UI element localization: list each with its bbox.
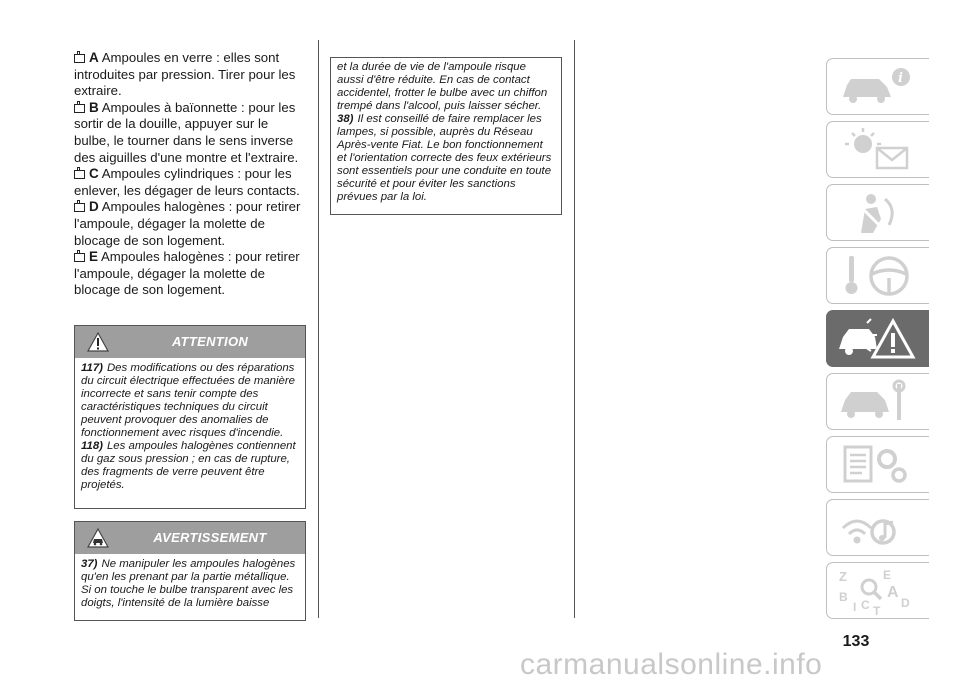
avertissement-item: 37) Ne manipuler les ampoules halogènes qu'en les prenant par la partie métallique. Si on touche le bulbe transparent avec les doigts, l'intensité de la lumière baisse [81,558,296,609]
svg-text:I: I [853,600,857,614]
bulb-bullet-icon [74,104,85,113]
paragraph-b: B Ampoules à baïonnette : pour les sortir de la douille, appuyer sur le bulbe, le tourner dans le sens inverse des aiguilles d'une montre et l'extraire. [74,99,299,165]
svg-text:i: i [898,71,903,86]
bulb-bullet-icon [74,170,85,179]
alphabetical-index-icon [837,567,917,615]
paragraph-e: E Ampoules halogènes : pour retirer l'ampoule, dégager la molette de blocage de son logement. [74,249,300,298]
column-1 [74,50,306,299]
specs-gears-icon [837,441,917,489]
svg-text:D: D [901,596,910,610]
tab-emergency[interactable] [826,310,929,367]
page-number: 133 [842,633,870,650]
car-wrench-icon [837,378,917,426]
car-info-icon [837,63,917,111]
svg-text:C: C [861,598,870,612]
watermark: carmanualsonline.info [520,648,823,681]
svg-text:B: B [839,590,848,604]
attention-box [74,325,306,509]
avertissement-box [74,521,306,621]
tab-index[interactable] [826,562,929,619]
tab-starting-driving[interactable] [826,247,929,304]
attention-body [75,358,305,498]
attention-title: ATTENTION [171,334,249,349]
avertissement-header [75,522,305,554]
bulb-bullet-icon [74,253,85,262]
tab-safety[interactable] [826,184,929,241]
paragraph-a: A Ampoules en verre : elles sont introduites par pression. Tirer pour les extraire. [74,50,296,99]
column-divider [574,40,575,618]
bulb-bullet-icon [74,203,85,212]
car-warning-triangle-icon [837,315,917,363]
svg-text:E: E [883,568,892,582]
attention-item: 118) Les ampoules halogènes contiennent du gaz sous pression ; en cas de rupture, des fragments de verre peuvent être projetés. [81,440,296,491]
svg-text:T: T [873,604,881,615]
bulb-bullet-icon [74,54,85,63]
paragraph-d: D Ampoules halogènes : pour retirer l'ampoule, dégager la molette de blocage de son logement. [74,199,301,248]
airbag-seatbelt-icon [837,189,917,237]
avertissement-item: 38) Il est conseillé de faire remplacer les lampes, si possible, auprès du Réseau Après-vente Fiat. Le bon fonctionnement et l'orientation correcte des feux extérieurs sont essentiels pour une conduite en toute sécurité et pour éviter les sanctions prévues par la loi. [337,113,552,203]
avertissement-body [75,554,305,616]
svg-text:A: A [887,584,899,601]
svg-text:Z: Z [839,569,847,584]
attention-header [75,326,305,358]
tab-multimedia[interactable] [826,499,929,556]
tab-lights-message[interactable] [826,121,929,178]
attention-item: 117) Des modifications ou des réparations du circuit électrique effectuées de manière incorrecte et sans tenir compte des caractéristiques techniques du circuit peuvent provoquer des anomalies de fonctionnement avec risques d'incendie. [81,362,296,439]
column-divider [318,40,319,618]
avertissement-continuation-box [330,57,562,215]
continuation-text: et la durée de vie de l'ampoule risque aussi d'être réduite. En cas de contact accidentel, frotter le bulbe avec un chiffon trempé dans l'alcool, puis laisser sécher. [337,61,548,112]
key-steering-wheel-icon [837,252,917,300]
avertissement-title: AVERTISSEMENT [153,530,267,545]
tab-maintenance[interactable] [826,373,929,430]
tab-technical-data[interactable] [826,436,929,493]
multimedia-music-icon [837,504,917,552]
tab-car-info[interactable] [826,58,929,115]
lights-message-icon [837,126,917,174]
paragraph-c: C Ampoules cylindriques : pour les enlever, les dégager de leurs contacts. [74,166,300,198]
